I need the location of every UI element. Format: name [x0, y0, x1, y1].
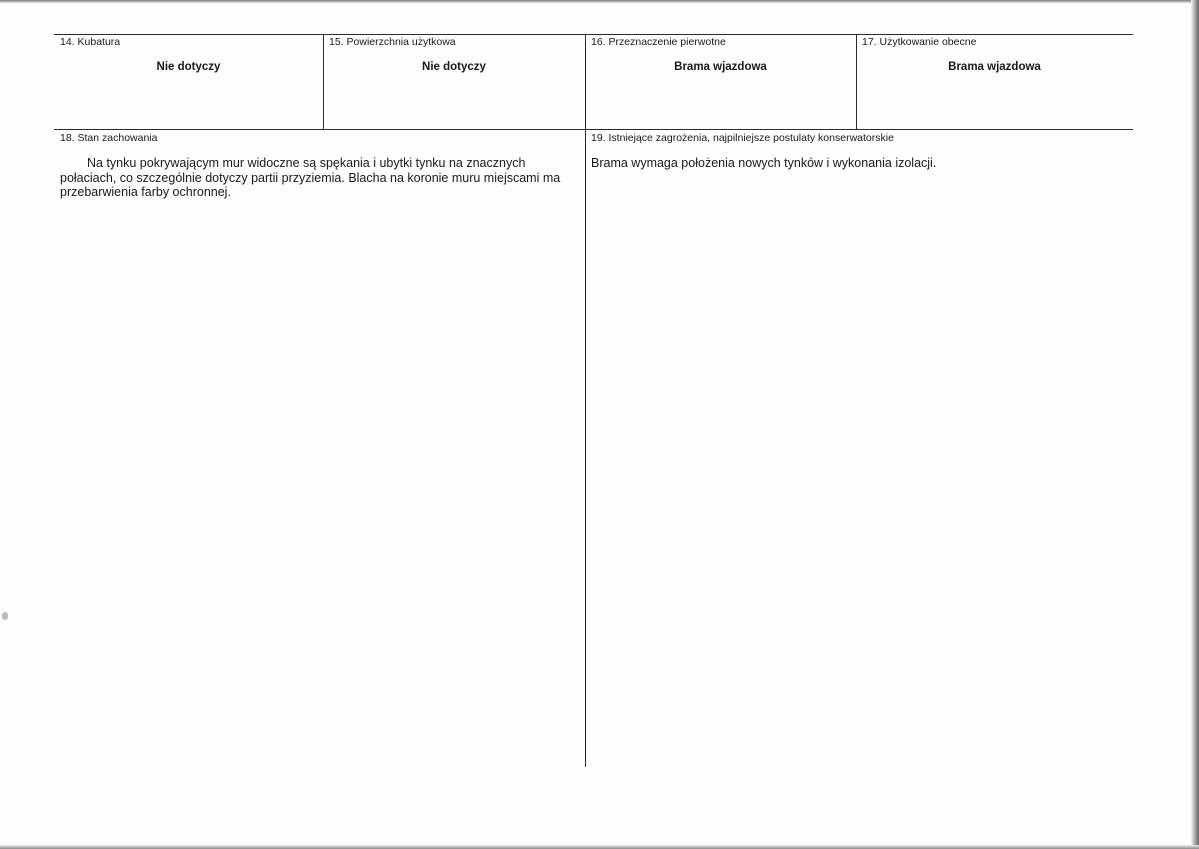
table-top-rule [54, 34, 1133, 35]
zagrozenia-label: 19. Istniejące zagrożenia, najpilniejsze postulaty konserwatorskie [591, 132, 894, 144]
table-middle-rule [54, 129, 1133, 130]
powierzchnia-label: 15. Powierzchnia użytkowa [329, 36, 456, 48]
stan-zachowania-label: 18. Stan zachowania [60, 132, 158, 144]
powierzchnia-value: Nie dotyczy [422, 61, 486, 73]
uzytkowanie-value: Brama wjazdowa [948, 61, 1041, 73]
divider-center [585, 34, 586, 767]
scan-edge-right [1191, 0, 1199, 849]
stan-zachowania-text: Na tynku pokrywającym mur widoczne są spękania i ubytki tynku na znacznych połaciach, co szczególnie dotyczy partii przyziemia. Blacha na koronie muru miejscami ma przebarwienia farby ochronnej. [60, 156, 561, 199]
scan-artifact [2, 612, 8, 620]
uzytkowanie-label: 17. Użytkowanie obecne [862, 36, 977, 48]
przeznaczenie-label: 16. Przeznaczenie pierwotne [591, 36, 726, 48]
przeznaczenie-value: Brama wjazdowa [674, 61, 767, 73]
divider-16-17 [856, 34, 857, 130]
kubatura-label: 14. Kubatura [60, 36, 121, 48]
scan-edge-top [0, 0, 1199, 3]
kubatura-value: Nie dotyczy [156, 61, 221, 73]
scan-edge-bottom [0, 845, 1199, 849]
zagrozenia-text: Brama wymaga położenia nowych tynków i wykonania izolacji. [591, 156, 937, 170]
divider-14-15 [323, 34, 324, 130]
